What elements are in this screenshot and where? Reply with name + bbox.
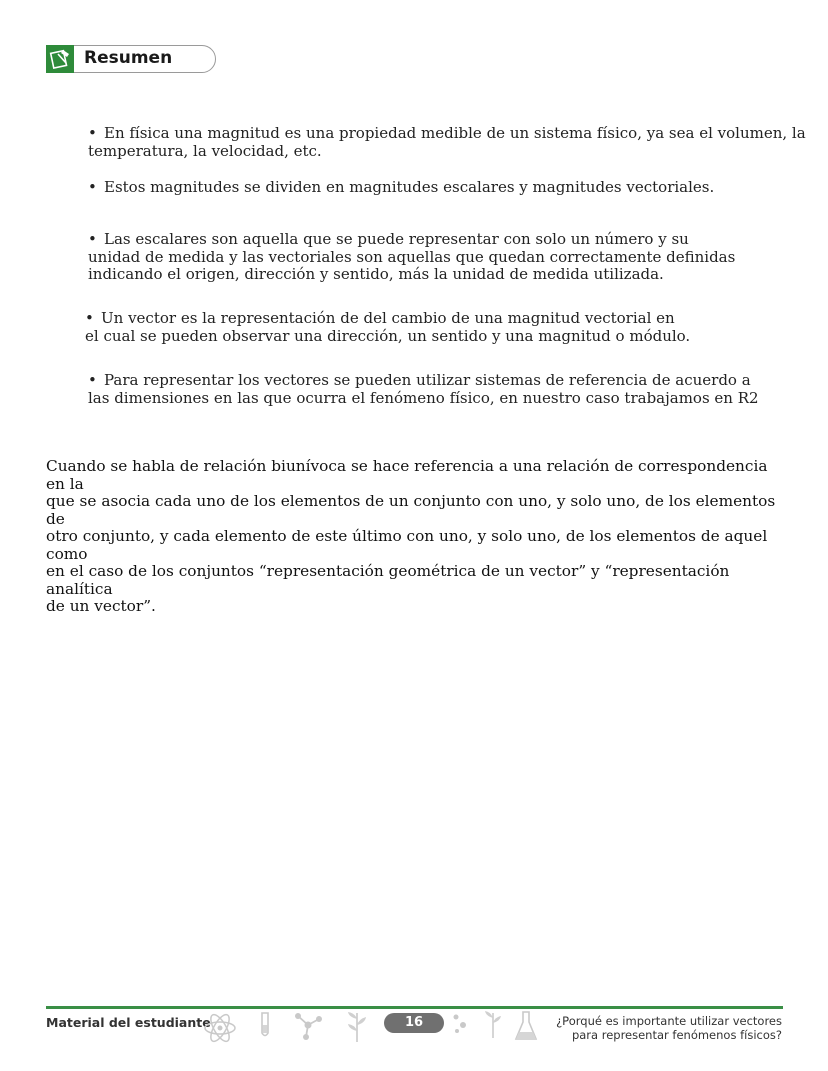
bullet-line: temperatura, la velocidad, etc. <box>88 141 322 160</box>
bullet-line: Las escalares son aquella que se puede representar con solo un número y su <box>104 230 689 248</box>
bullet-item: • En física una magnitud es una propiedad medible de un sistema físico, ya sea el volumen, la temperatura, la velocidad, etc. <box>88 124 806 160</box>
footer-caption-line: ¿Porqué es importante utilizar vectores <box>556 1014 782 1028</box>
paragraph-line: en el caso de los conjuntos “representación geométrica de un vector” y “representación analítica <box>46 562 730 598</box>
atom-icon <box>203 1011 237 1049</box>
footer-left-label: Material del estudiante <box>46 1015 211 1030</box>
footer-divider <box>46 1006 783 1009</box>
paragraph-line: otro conjunto, y cada elemento de este último con uno, y solo uno, de los elementos de aquel como <box>46 527 768 563</box>
plant-icon <box>345 1009 369 1047</box>
paragraph-line: de un vector”. <box>46 597 156 615</box>
bullet-line: Un vector es la representación de del cambio de una magnitud vectorial en <box>101 309 675 327</box>
bullet-item: • Estos magnitudes se dividen en magnitudes escalares y magnitudes vectoriales. <box>88 178 715 196</box>
test-tube-icon <box>258 1011 272 1043</box>
bullet-line: Estos magnitudes se dividen en magnitudes escalares y magnitudes vectoriales. <box>104 178 715 196</box>
paragraph-line: que se asocia cada uno de los elementos de un conjunto con uno, y solo uno, de los elementos de <box>46 492 776 528</box>
footer-caption-line: para representar fenómenos físicos? <box>571 1028 782 1042</box>
bullet-line: las dimensiones en las que ocurra el fenómeno físico, en nuestro caso trabajamos en R2 <box>88 388 759 407</box>
bullet-item: • Un vector es la representación de del cambio de una magnitud vectorial en el cual se pueden observar una dirección, un sentido y una magnitud o módulo. <box>85 309 691 345</box>
molecule-icon <box>292 1010 324 1044</box>
bullet-line: unidad de medida y las vectoriales son aquellas que quedan correctamente definidas <box>88 247 736 266</box>
bullet-item: • Las escalares son aquella que se puede representar con solo un número y su unidad de medida y las vectoriales son aquellas que quedan correctamente definidas indicando el origen, dirección y sentido, más la unidad de medida utilizada. <box>88 230 736 283</box>
flask-icon <box>514 1010 538 1046</box>
bullet-line: Para representar los vectores se pueden utilizar sistemas de referencia de acuerdo a <box>104 371 751 389</box>
body-paragraph <box>46 458 786 616</box>
notebook-icon <box>46 45 74 73</box>
bullet-line: el cual se pueden observar una dirección, un sentido y una magnitud o módulo. <box>85 326 691 345</box>
section-header <box>46 45 216 73</box>
paragraph-line: Cuando se habla de relación biunívoca se hace referencia a una relación de correspondencia en la <box>46 457 768 493</box>
footer-right-caption <box>556 1014 782 1042</box>
dots-icon <box>452 1013 468 1039</box>
bullet-line: indicando el origen, dirección y sentido, más la unidad de medida utilizada. <box>88 265 664 283</box>
page-number: 16 <box>384 1013 444 1033</box>
page-title: Resumen <box>84 48 173 68</box>
bullet-item: • Para representar los vectores se pueden utilizar sistemas de referencia de acuerdo a las dimensiones en las que ocurra el fenómeno físico, en nuestro caso trabajamos en R2 <box>88 371 759 407</box>
leaf-icon <box>482 1009 504 1043</box>
bullet-line: En física una magnitud es una propiedad medible de un sistema físico, ya sea el volumen, la <box>104 124 806 142</box>
